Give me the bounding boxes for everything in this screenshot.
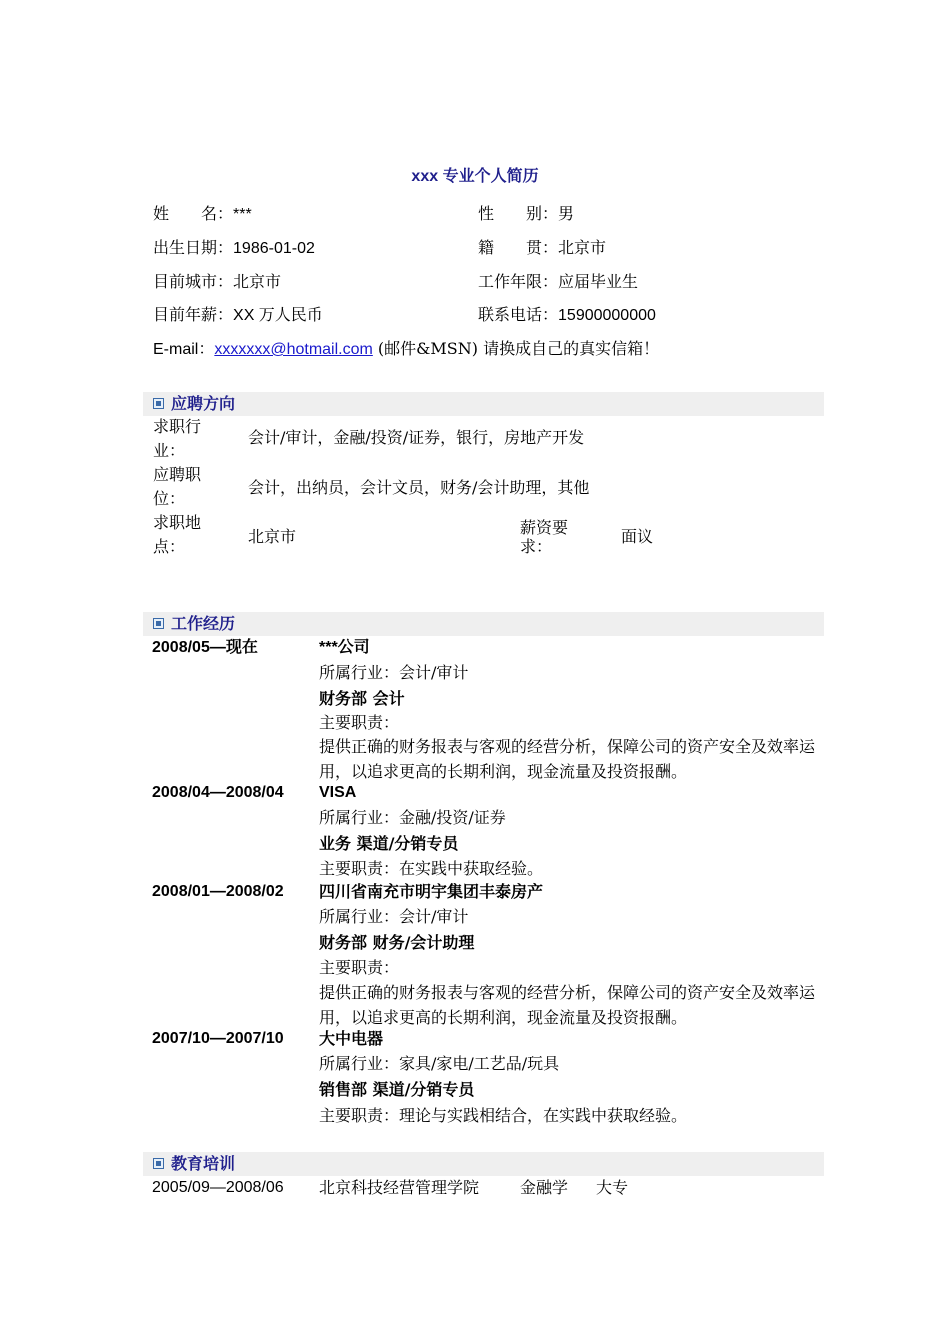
work-duty: 提供正确的财务报表与客观的经营分析，保障公司的资产安全及效率运用，以追求更高的长期利润，现金流量及投资报酬。	[319, 983, 816, 1027]
work-company: 四川省南充市明宇集团丰泰房产	[319, 882, 544, 901]
city-value: 北京市	[233, 272, 282, 291]
work-company: VISA	[319, 784, 357, 801]
work-duty: 提供正确的财务报表与客观的经营分析，保障公司的资产安全及效率运用，以追求更高的长期利润，现金流量及投资报酬。	[319, 737, 816, 781]
phone-value: 15900000000	[558, 307, 656, 324]
edu-major: 金融学	[520, 1178, 569, 1197]
work-period: 2008/04—2008/04	[152, 784, 284, 801]
name-row	[153, 203, 252, 225]
edu-school: 北京科技经营管理学院	[319, 1178, 480, 1197]
birth-value: 1986-01-02	[233, 240, 315, 257]
name-label: 姓 名：	[153, 204, 234, 223]
gender-value: 男	[558, 204, 575, 223]
gender-label: 性 别：	[478, 204, 559, 223]
city-row	[153, 271, 281, 293]
salary-req-value: 面议	[621, 527, 654, 546]
work-duty-label: 主要职责：	[319, 713, 400, 732]
position-value: 会计，出纳员，会计文员，财务/会计助理，其他	[248, 478, 590, 497]
work-duty-label: 主要职责：在实践中获取经验。	[319, 859, 544, 878]
years-value: 应届毕业生	[558, 272, 639, 291]
salary-label: 目前年薪：	[153, 305, 234, 324]
work-industry: 所属行业：家具/家电/工艺品/玩具	[319, 1054, 560, 1073]
section-bullet-icon	[153, 398, 164, 409]
years-row	[478, 271, 638, 293]
section-title-intention: 应聘方向	[171, 394, 236, 413]
section-bullet-icon	[153, 618, 164, 629]
salary-row	[153, 304, 323, 326]
work-period: 2007/10—2007/10	[152, 1030, 284, 1047]
edu-degree: 大专	[596, 1178, 629, 1197]
section-education	[143, 1152, 824, 1176]
origin-label: 籍 贯：	[478, 238, 559, 257]
name-value: ***	[233, 206, 252, 223]
email-label: E-mail：	[153, 341, 215, 358]
work-dept-role: 财务部 会计	[319, 689, 405, 708]
work-dept-role: 销售部 渠道/分销专员	[319, 1080, 475, 1099]
email-link[interactable]: xxxxxxx@hotmail.com	[214, 341, 373, 358]
phone-label: 联系电话：	[478, 305, 559, 324]
origin-row	[478, 237, 606, 259]
work-industry: 所属行业：会计/审计	[319, 663, 469, 682]
work-duty-label: 主要职责：	[319, 958, 400, 977]
edu-period: 2005/09—2008/06	[152, 1179, 284, 1196]
location-label: 求职地点：	[153, 513, 202, 556]
salary-value: XX 万人民币	[233, 307, 323, 324]
work-company: 大中电器	[319, 1029, 384, 1048]
work-dept-role: 业务 渠道/分销专员	[319, 834, 459, 853]
work-company: ***公司	[319, 639, 370, 656]
resume-title: xxx 专业个人简历	[411, 168, 539, 185]
origin-value: 北京市	[558, 238, 607, 257]
work-industry: 所属行业：金融/投资/证券	[319, 808, 506, 827]
salary-req-label: 薪资要求：	[520, 518, 569, 556]
position-label: 应聘职位：	[153, 465, 202, 508]
work-dept-role: 财务部 财务/会计助理	[319, 933, 475, 952]
years-label: 工作年限：	[478, 272, 559, 291]
section-title-education: 教育培训	[171, 1154, 236, 1173]
industry-value: 会计/审计，金融/投资/证券，银行，房地产开发	[248, 428, 585, 447]
section-bullet-icon	[153, 1158, 164, 1169]
industry-label: 求职行业：	[153, 417, 202, 460]
gender-row	[478, 203, 574, 225]
phone-row	[478, 304, 656, 326]
location-value: 北京市	[248, 527, 297, 546]
city-label: 目前城市：	[153, 272, 234, 291]
work-period: 2008/01—2008/02	[152, 883, 284, 900]
email-note: (邮件&MSN) 请换成自己的真实信箱！	[372, 339, 660, 358]
work-industry: 所属行业：会计/审计	[319, 907, 469, 926]
work-duty-label: 主要职责：理论与实践相结合，在实践中获取经验。	[319, 1106, 688, 1125]
birth-row	[153, 237, 315, 259]
section-intention	[143, 392, 824, 416]
email-row	[153, 338, 659, 360]
section-title-work: 工作经历	[171, 614, 236, 633]
work-period: 2008/05—现在	[152, 639, 258, 656]
section-work	[143, 612, 824, 636]
birth-label: 出生日期：	[153, 238, 234, 257]
